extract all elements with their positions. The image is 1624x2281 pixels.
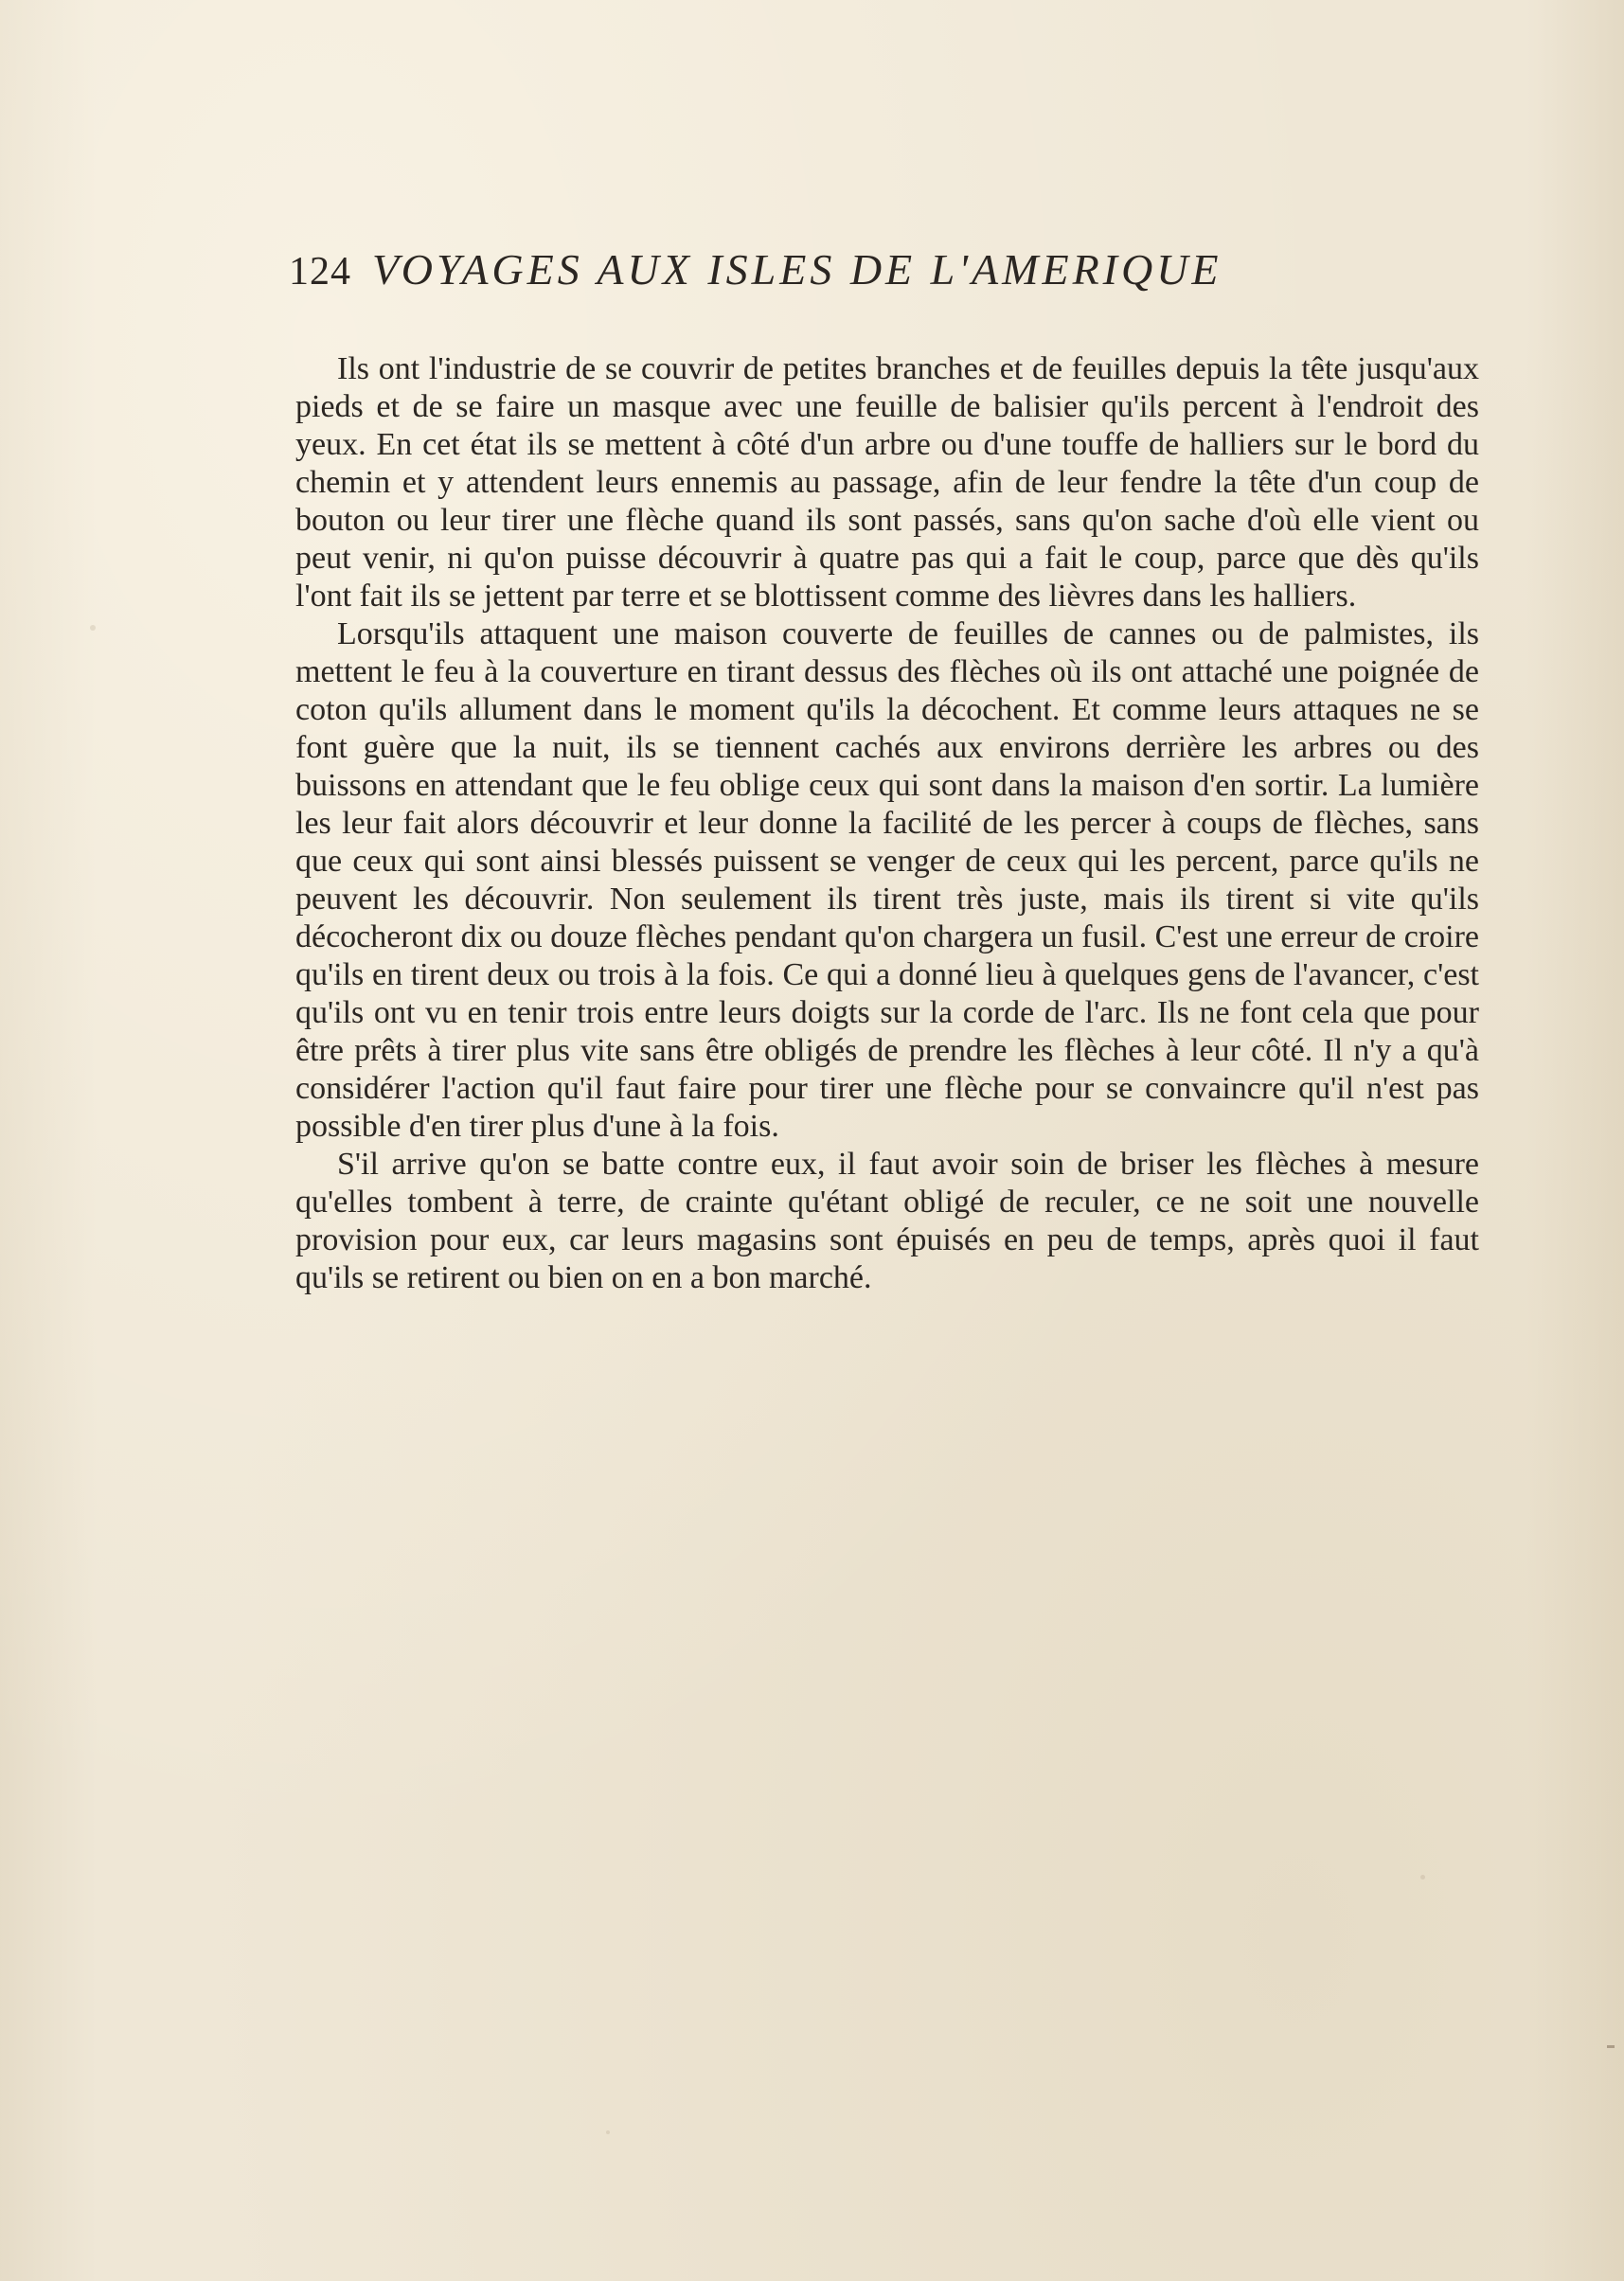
page-number: 124: [289, 250, 351, 294]
paragraph-1: Ils ont l'industrie de se couvrir de petites branches et de feuilles depuis la tête jusqu'aux pieds et de se faire un masque avec une feuille de balisier qu'ils percent à l'endroit des yeux. En cet état ils se mettent à côté d'un arbre ou d'une touffe de halliers sur le bord du chemin et y attendent leurs ennemis au passage, afin de leur fendre la tête d'un coup de bouton ou leur tirer une flèche quand ils sont passés, sans qu'on sache d'où elle vient ou peut venir, ni qu'on puisse découvrir à quatre pas qui a fait le coup, parce que dès qu'ils l'ont fait ils se jettent par terre et se blottissent comme des lièvres dans les halliers.: [295, 351, 1479, 614]
paragraph-3: S'il arrive qu'on se batte contre eux, il faut avoir soin de briser les flèches à mesure qu'elles tombent à terre, de crainte qu'étant obligé de reculer, ce ne soit une nouvelle provision pour eux, car leurs magasins sont épuisés en peu de temps, après quoi il faut qu'ils se retirent ou bien on en a bon marché.: [295, 1147, 1479, 1295]
paragraph-2: Lorsqu'ils attaquent une maison couverte de feuilles de cannes ou de palmistes, ils mettent le feu à la couverture en tirant dessus des flèches où ils ont attaché une poignée de coton qu'ils allument dans le moment qu'ils la décochent. Et comme leurs attaques ne se font guère que la nuit, ils se tiennent cachés aux environs derrière les arbres ou des buissons en attendant que le feu oblige ceux qui sont dans la maison d'en sortir. La lumière les leur fait alors découvrir et leur donne la facilité de les percer à coups de flèches, sans que ceux qui sont ainsi blessés puissent se venger de ceux qui les percent, parce qu'ils ne peuvent les découvrir. Non seulement ils tirent très juste, mais ils tirent si vite qu'ils décocheront dix ou douze flèches pendant qu'on chargera un fusil. C'est une erreur de croire qu'ils en tirent deux ou trois à la fois. Ce qui a donné lieu à quelques gens de l'avancer, c'est qu'ils ont vu en tenir trois entre leurs doigts sur la corde de l'arc. Ils ne font cela que pour être prêts à tirer plus vite sans être obligés de prendre les flèches à leur côté. Il n'y a qu'à considérer l'action qu'il faut faire pour tirer une flèche pour se convaincre qu'il n'est pas possible d'en tirer plus d'une à la fois.: [295, 616, 1479, 1144]
paper-spot: [606, 2130, 610, 2134]
paper-spot: [1420, 1875, 1425, 1880]
body-text: [295, 350, 1479, 1297]
running-head: [289, 244, 1491, 311]
paper-spot: [90, 625, 96, 631]
running-title: VOYAGES AUX ISLES DE L'AMERIQUE: [372, 245, 1222, 294]
page-edge-mark: [1607, 2045, 1615, 2048]
